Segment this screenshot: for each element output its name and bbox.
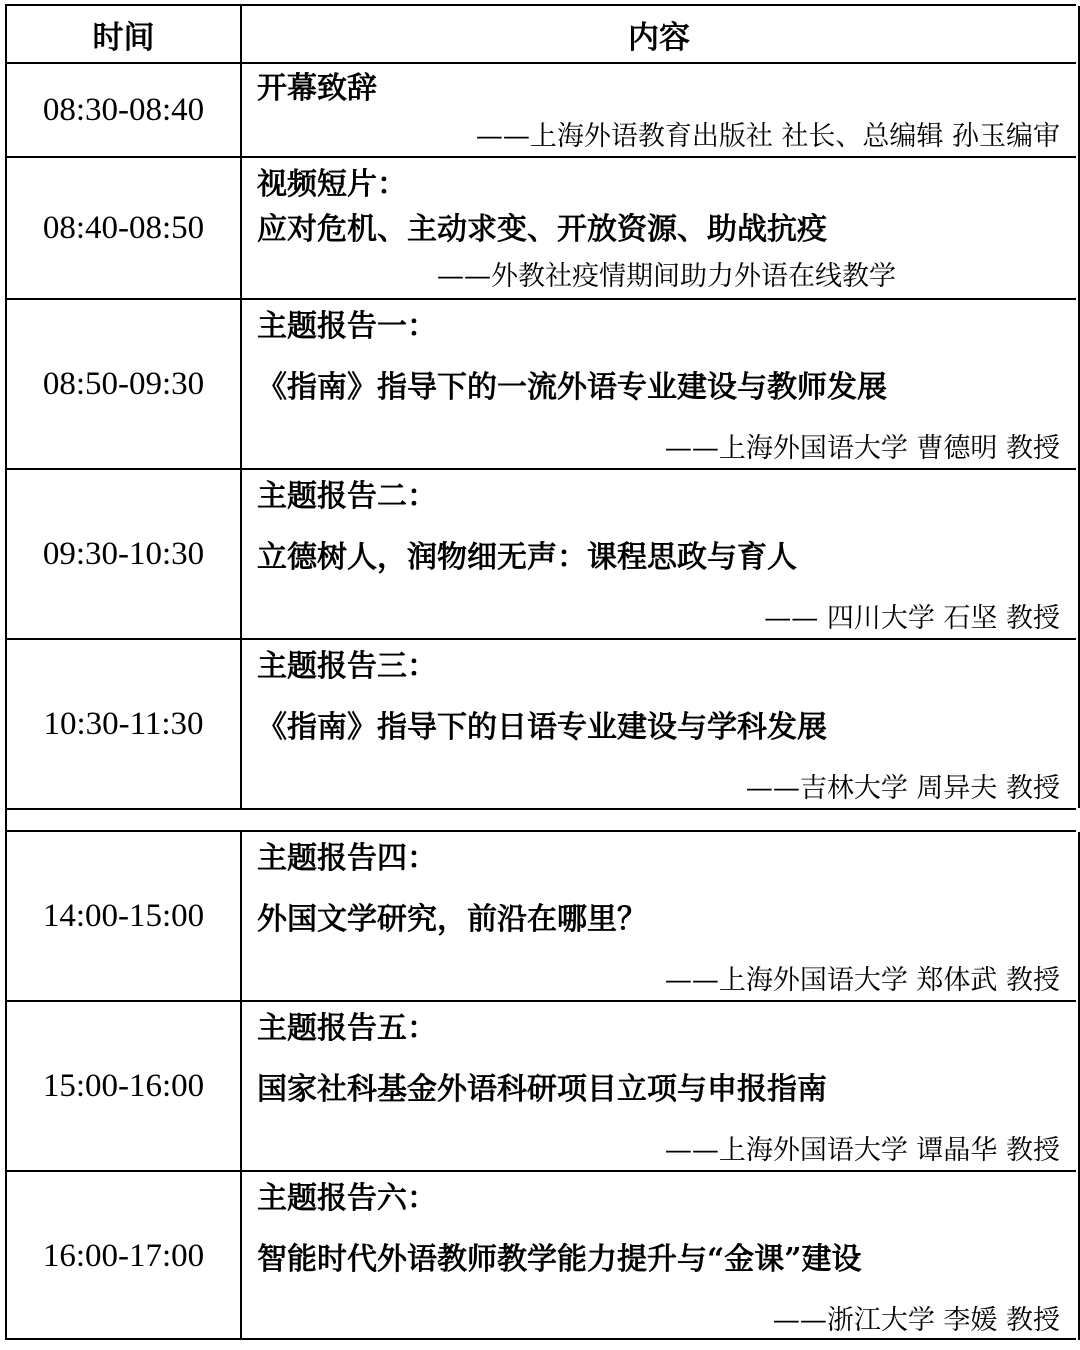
session-subtitle: 智能时代外语教师教学能力提升与“金课”建设 xyxy=(257,1242,862,1277)
session-title: 主题报告四： xyxy=(257,841,437,876)
content-cell xyxy=(242,300,1076,468)
table-row xyxy=(7,1172,1076,1340)
session-speaker: ——吉林大学 周异夫 教授 xyxy=(745,773,1060,804)
session-subtitle: 立德树人，润物细无声：课程思政与育人 xyxy=(257,540,797,575)
session-subtitle: 《指南》指导下的日语专业建设与学科发展 xyxy=(257,710,827,745)
time-cell: 09:30-10:30 xyxy=(7,470,242,638)
session-speaker: ——上海外国语大学 郑体武 教授 xyxy=(664,965,1060,996)
table-row xyxy=(7,158,1076,300)
time-cell: 16:00-17:00 xyxy=(7,1172,242,1340)
content-cell xyxy=(242,640,1076,808)
session-speaker: ——上海外国语大学 曹德明 教授 xyxy=(664,433,1060,464)
schedule-table xyxy=(5,4,1076,1340)
content-cell xyxy=(242,158,1076,298)
content-cell xyxy=(242,1002,1076,1170)
session-break-row xyxy=(7,810,1076,832)
session-speaker: ——外教社疫情期间助力外语在线教学 xyxy=(437,261,896,292)
content-cell xyxy=(242,470,1076,638)
time-cell: 08:30-08:40 xyxy=(7,64,242,156)
table-row xyxy=(7,1002,1076,1172)
time-cell: 08:40-08:50 xyxy=(7,158,242,298)
session-subtitle: 《指南》指导下的一流外语专业建设与教师发展 xyxy=(257,370,887,405)
table-header-row xyxy=(7,6,1076,64)
session-title: 主题报告五： xyxy=(257,1011,437,1046)
session-title: 主题报告三： xyxy=(257,649,437,684)
session-title: 主题报告六： xyxy=(257,1181,437,1216)
session-subtitle: 国家社科基金外语科研项目立项与申报指南 xyxy=(257,1072,827,1107)
session-title: 视频短片： xyxy=(257,167,407,202)
session-title: 主题报告一： xyxy=(257,309,437,344)
content-column-header: 内容 xyxy=(628,19,690,56)
time-cell: 10:30-11:30 xyxy=(7,640,242,808)
session-speaker: ——上海外国语大学 谭晶华 教授 xyxy=(664,1135,1060,1166)
table-row xyxy=(7,64,1076,158)
time-cell: 08:50-09:30 xyxy=(7,300,242,468)
content-cell xyxy=(242,64,1076,156)
table-row xyxy=(7,470,1076,640)
content-cell xyxy=(242,832,1076,1000)
session-title: 主题报告二： xyxy=(257,479,437,514)
table-row xyxy=(7,300,1076,470)
content-cell xyxy=(242,1172,1076,1340)
session-subtitle: 外国文学研究，前沿在哪里？ xyxy=(257,902,647,937)
session-subtitle: 应对危机、主动求变、开放资源、助战抗疫 xyxy=(257,212,827,247)
table-row xyxy=(7,640,1076,810)
session-speaker: ——上海外语教育出版社 社长、总编辑 孙玉编审 xyxy=(475,121,1060,152)
session-title: 开幕致辞 xyxy=(257,71,377,106)
time-cell: 15:00-16:00 xyxy=(7,1002,242,1170)
session-speaker: ——浙江大学 李媛 教授 xyxy=(772,1305,1060,1336)
session-speaker: —— 四川大学 石坚 教授 xyxy=(764,603,1060,634)
time-column-header: 时间 xyxy=(7,6,242,62)
time-cell: 14:00-15:00 xyxy=(7,832,242,1000)
table-row xyxy=(7,832,1076,1002)
